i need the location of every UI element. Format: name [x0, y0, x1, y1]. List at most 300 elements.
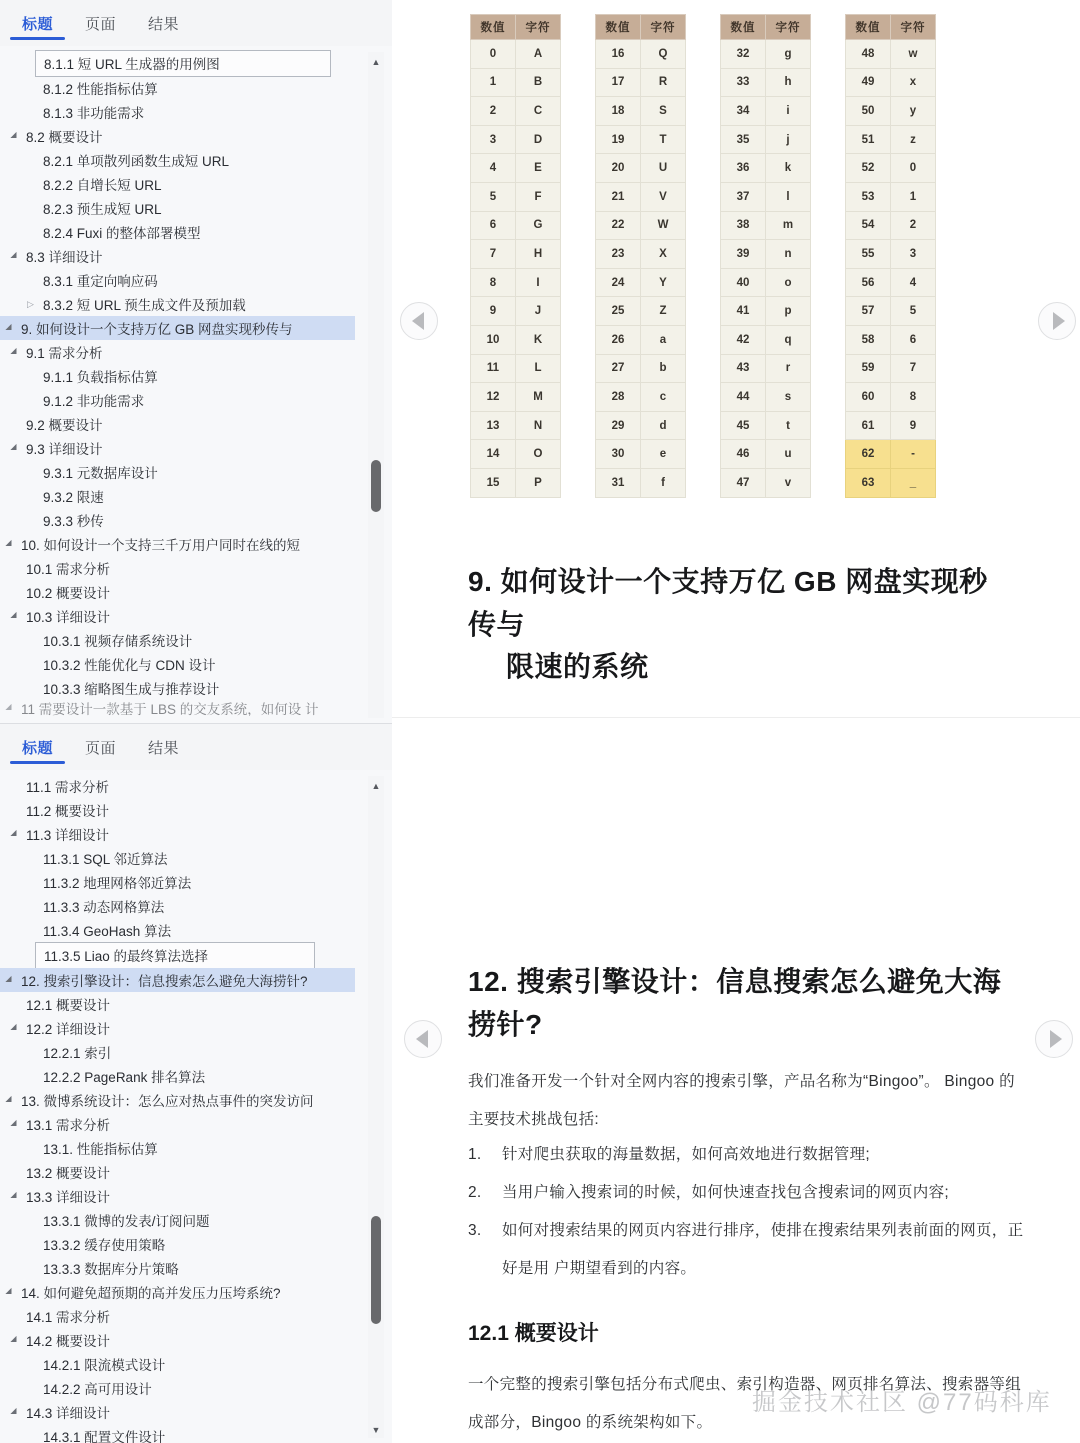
table-cell: 23	[596, 240, 641, 269]
toc-item-label: 11.3.2 地理网格邻近算法	[43, 876, 192, 891]
toc-item-label: 8.3.1 重定向响应码	[43, 274, 158, 289]
toc-panel-bottom	[0, 723, 392, 1443]
toc-item[interactable]	[0, 798, 392, 822]
table-row	[846, 240, 936, 269]
paragraph-bingoo: 我们准备开发一个针对全网内容的搜索引擎，产品名称为“Bingoo”。 Bingoo 的主要技术挑战包括:	[468, 1073, 1015, 1128]
table-cell: 1	[891, 182, 936, 211]
table-header-cell: 字符	[641, 15, 686, 40]
toc-item-label: 14.2.1 限流模式设计	[43, 1358, 166, 1373]
table-header-cell: 数值	[721, 15, 766, 40]
toc-item[interactable]	[0, 942, 392, 968]
twisty-open-icon[interactable]	[7, 1336, 20, 1344]
table-cell: T	[641, 125, 686, 154]
table-header-cell: 字符	[516, 15, 561, 40]
table-row	[721, 40, 811, 69]
table-cell: M	[516, 383, 561, 412]
toc-item-label: 11.3.5 Liao 的最终算法选择	[35, 942, 315, 969]
table-row	[721, 468, 811, 497]
table-cell: 9	[891, 411, 936, 440]
table-cell: 14	[471, 440, 516, 469]
table-row	[846, 440, 936, 469]
tab-pages-bottom[interactable]	[69, 724, 132, 770]
toc-item[interactable]	[0, 76, 392, 100]
table-cell: 38	[721, 211, 766, 240]
toc-item-label: 8.2.4 Fuxi 的整体部署模型	[43, 226, 201, 241]
twisty-open-icon[interactable]	[2, 704, 15, 712]
table-row	[721, 411, 811, 440]
table-cell: Z	[641, 297, 686, 326]
list-item-number: 1.	[468, 1146, 482, 1163]
twisty-open-icon[interactable]	[2, 1096, 15, 1104]
table-cell: 3	[891, 240, 936, 269]
table-cell: b	[641, 354, 686, 383]
table-cell: 59	[846, 354, 891, 383]
scroll-up-arrow-icon[interactable]: ▲	[371, 57, 381, 67]
toc-panel-top	[0, 0, 392, 723]
toc-item-label: 14.2 概要设计	[26, 1334, 111, 1349]
table-cell: 7	[471, 240, 516, 269]
toc-item[interactable]	[0, 460, 392, 484]
table-cell: J	[516, 297, 561, 326]
base64-table	[720, 14, 811, 498]
toc-item-label: 13. 微博系统设计：怎么应对热点事件的突发访问	[21, 1094, 314, 1109]
toc-item[interactable]	[0, 774, 392, 798]
twisty-open-icon[interactable]	[2, 1288, 15, 1296]
table-row	[846, 154, 936, 183]
toc-item-label: 8.2.2 自增长短 URL	[43, 178, 162, 193]
twisty-open-icon[interactable]	[7, 348, 20, 356]
heading-12-line1: 12. 搜索引擎设计：信息搜索怎么避免大海	[468, 966, 1002, 997]
toc-item[interactable]	[0, 1256, 392, 1280]
table-row	[846, 268, 936, 297]
toc-item[interactable]	[0, 1160, 392, 1184]
toc-item[interactable]	[0, 1064, 392, 1088]
table-cell: w	[891, 40, 936, 69]
table-cell: U	[641, 154, 686, 183]
table-row	[846, 182, 936, 211]
table-row	[596, 97, 686, 126]
table-row	[471, 354, 561, 383]
twisty-open-icon[interactable]	[7, 830, 20, 838]
table-cell: X	[641, 240, 686, 269]
table-cell: 56	[846, 268, 891, 297]
table-row	[846, 354, 936, 383]
table-cell: 40	[721, 268, 766, 297]
table-row	[471, 440, 561, 469]
toc-item-label: 8.1.2 性能指标估算	[43, 82, 158, 97]
table-cell: 55	[846, 240, 891, 269]
table-row	[721, 297, 811, 326]
table-cell: d	[641, 411, 686, 440]
table-cell: 45	[721, 411, 766, 440]
toc-item[interactable]	[0, 244, 392, 268]
toc-item[interactable]	[0, 894, 392, 918]
toc-item[interactable]	[0, 316, 355, 340]
table-cell: 57	[846, 297, 891, 326]
scroll-up-arrow-icon[interactable]: ▲	[371, 781, 381, 791]
table-cell: x	[891, 68, 936, 97]
heading-12-1: 12.1 概要设计	[468, 1322, 599, 1345]
toc-item[interactable]	[0, 822, 392, 846]
next-page-button[interactable]	[1038, 302, 1076, 340]
tab-label: 标题	[22, 15, 54, 33]
table-cell: 33	[721, 68, 766, 97]
table-row	[471, 211, 561, 240]
table-cell: y	[891, 97, 936, 126]
toc-item-label: 14. 如何避免超预期的高并发压力压垮系统?	[21, 1286, 281, 1301]
toc-item[interactable]	[0, 412, 392, 436]
toc-item[interactable]	[0, 1328, 392, 1352]
table-cell: 50	[846, 97, 891, 126]
toc-item-label: 11.3.1 SQL 邻近算法	[43, 852, 168, 867]
table-cell: 36	[721, 154, 766, 183]
toc-item-label: 10.1 需求分析	[26, 562, 111, 577]
toc-item[interactable]	[0, 628, 392, 652]
table-cell: n	[766, 240, 811, 269]
table-cell: R	[641, 68, 686, 97]
toc-item[interactable]	[0, 292, 392, 316]
twisty-open-icon[interactable]	[7, 132, 20, 140]
table-row	[596, 211, 686, 240]
table-row	[721, 68, 811, 97]
list-item-text: 针对爬虫获取的海量数据，如何高效地进行数据管理;	[502, 1146, 871, 1163]
scroll-thumb-top[interactable]	[371, 460, 381, 512]
toc-item-label: 9.3.1 元数据库设计	[43, 466, 158, 481]
tabbar-bottom	[0, 724, 392, 770]
prev-page-button-2[interactable]	[404, 1020, 442, 1058]
table-cell: Y	[641, 268, 686, 297]
toc-item[interactable]	[0, 1184, 392, 1208]
toc-item-label: 8.2.3 预生成短 URL	[43, 202, 162, 217]
table-cell: S	[641, 97, 686, 126]
toc-item[interactable]	[0, 1040, 392, 1064]
table-cell: 41	[721, 297, 766, 326]
twisty-open-icon[interactable]	[7, 1120, 20, 1128]
toc-item-label: 8.2 概要设计	[26, 130, 103, 145]
table-cell: B	[516, 68, 561, 97]
table-row	[846, 468, 936, 497]
table-cell: 5	[891, 297, 936, 326]
table-cell: 27	[596, 354, 641, 383]
toc-item[interactable]	[0, 388, 392, 412]
toc-item-label: 9.2 概要设计	[26, 418, 103, 433]
toc-item[interactable]	[0, 484, 392, 508]
toc-item[interactable]	[0, 580, 392, 604]
table-row	[596, 40, 686, 69]
twisty-open-icon[interactable]	[7, 444, 20, 452]
scrollbar-top[interactable]	[368, 52, 384, 718]
toc-item-label: 14.3 详细设计	[26, 1406, 111, 1421]
toc-item[interactable]	[0, 992, 392, 1016]
toc-item-label: 11.3.4 GeoHash 算法	[43, 924, 172, 939]
table-row	[846, 211, 936, 240]
toc-item-label: 11.1 需求分析	[26, 780, 110, 795]
table-cell: o	[766, 268, 811, 297]
table-row	[721, 211, 811, 240]
table-row	[471, 411, 561, 440]
table-cell: 52	[846, 154, 891, 183]
table-cell: 31	[596, 468, 641, 497]
table-cell: V	[641, 182, 686, 211]
toc-item-label: 11.3 详细设计	[26, 828, 110, 843]
table-cell: 19	[596, 125, 641, 154]
toc-item-label: 13.1 需求分析	[26, 1118, 111, 1133]
table-cell: 47	[721, 468, 766, 497]
tabbar-top	[0, 0, 392, 46]
table-cell: I	[516, 268, 561, 297]
toc-item[interactable]	[0, 1016, 392, 1040]
table-cell: 0	[471, 40, 516, 69]
table-cell: 18	[596, 97, 641, 126]
table-cell: L	[516, 354, 561, 383]
toc-item[interactable]	[0, 1112, 392, 1136]
chevron-right-icon	[1050, 1030, 1062, 1048]
table-cell: 12	[471, 383, 516, 412]
toc-item-label: 8.1.3 非功能需求	[43, 106, 145, 121]
table-cell: O	[516, 440, 561, 469]
twisty-open-icon[interactable]	[7, 1192, 20, 1200]
document-page-top	[392, 0, 1080, 717]
toc-item[interactable]	[0, 846, 392, 870]
toc-item-label: 13.2 概要设计	[26, 1166, 111, 1181]
table-cell: 8	[471, 268, 516, 297]
toc-item[interactable]	[0, 436, 392, 460]
toc-item[interactable]	[0, 196, 392, 220]
toc-item[interactable]	[0, 340, 392, 364]
toc-item[interactable]	[0, 1232, 392, 1256]
table-cell: 24	[596, 268, 641, 297]
toc-item[interactable]	[0, 172, 392, 196]
toc-item-label: 12. 搜索引擎设计：信息搜索怎么避免大海捞针?	[21, 974, 308, 989]
table-cell: K	[516, 325, 561, 354]
table-row	[596, 440, 686, 469]
table-cell: 42	[721, 325, 766, 354]
chevron-right-icon	[1053, 312, 1065, 330]
table-cell: 13	[471, 411, 516, 440]
toc-item[interactable]	[0, 220, 392, 244]
twisty-open-icon[interactable]	[2, 324, 15, 332]
table-cell: 35	[721, 125, 766, 154]
table-cell: 54	[846, 211, 891, 240]
prev-page-button[interactable]	[400, 302, 438, 340]
toc-item[interactable]	[0, 508, 392, 532]
toc-item[interactable]	[0, 124, 392, 148]
table-row	[596, 182, 686, 211]
toc-body-bottom[interactable]	[0, 770, 392, 1443]
table-header-cell: 数值	[471, 15, 516, 40]
table-cell: G	[516, 211, 561, 240]
toc-item-label: 9.3.3 秒传	[43, 514, 104, 529]
twisty-open-icon[interactable]	[7, 252, 20, 260]
scroll-thumb-bottom[interactable]	[371, 1216, 381, 1324]
toc-item[interactable]	[0, 870, 392, 894]
table-row	[846, 68, 936, 97]
list-item	[468, 1136, 1038, 1174]
chevron-left-icon	[416, 1030, 428, 1048]
twisty-closed-icon[interactable]	[24, 300, 37, 309]
table-cell: 4	[471, 154, 516, 183]
tab-headings-bottom[interactable]	[6, 724, 69, 770]
table-cell: 15	[471, 468, 516, 497]
toc-item[interactable]	[0, 1424, 392, 1443]
tab-results-top[interactable]	[132, 0, 195, 46]
table-cell: 48	[846, 40, 891, 69]
twisty-open-icon[interactable]	[2, 976, 15, 984]
table-cell: D	[516, 125, 561, 154]
table-row	[721, 440, 811, 469]
table-row	[721, 125, 811, 154]
tab-label: 结果	[148, 15, 180, 33]
tab-headings-top[interactable]	[6, 0, 69, 46]
table-cell: 61	[846, 411, 891, 440]
table-row	[846, 40, 936, 69]
list-item	[468, 1212, 1038, 1288]
table-row	[721, 240, 811, 269]
base64-table-group	[470, 14, 936, 498]
twisty-open-icon[interactable]	[7, 1024, 20, 1032]
list-item-number: 3.	[468, 1221, 482, 1239]
toc-item-label: 8.2.1 单项散列函数生成短 URL	[43, 154, 230, 169]
toc-item[interactable]	[0, 1400, 392, 1424]
toc-item-label: 10.3.2 性能优化与 CDN 设计	[43, 658, 216, 673]
toc-item[interactable]	[0, 676, 392, 700]
toc-item[interactable]	[0, 100, 392, 124]
table-header-cell: 数值	[596, 15, 641, 40]
table-cell: k	[766, 154, 811, 183]
table-cell: 1	[471, 68, 516, 97]
table-row	[471, 297, 561, 326]
table-cell: c	[641, 383, 686, 412]
table-cell: f	[641, 468, 686, 497]
table-row	[596, 154, 686, 183]
table-cell: 2	[471, 97, 516, 126]
table-cell: e	[641, 440, 686, 469]
table-cell: E	[516, 154, 561, 183]
toc-item[interactable]	[0, 556, 392, 580]
toc-item[interactable]	[0, 652, 392, 676]
table-cell: 25	[596, 297, 641, 326]
tab-pages-top[interactable]	[69, 0, 132, 46]
toc-item-label: 8.3 详细设计	[26, 250, 103, 265]
table-cell: g	[766, 40, 811, 69]
table-row	[471, 383, 561, 412]
toc-body-top[interactable]	[0, 46, 392, 723]
toc-item[interactable]	[0, 148, 392, 172]
table-row	[471, 154, 561, 183]
toc-item-label: 14.2.2 高可用设计	[43, 1382, 152, 1397]
table-header-cell: 数值	[846, 15, 891, 40]
table-cell: 17	[596, 68, 641, 97]
toc-item-label: 10.3.3 缩略图生成与推荐设计	[43, 682, 220, 697]
toc-item-label: 13.3.1 微博的发表/订阅问题	[43, 1214, 210, 1229]
table-row	[471, 40, 561, 69]
toc-item[interactable]	[0, 364, 392, 388]
table-header-cell: 字符	[891, 15, 936, 40]
table-cell: 62	[846, 440, 891, 469]
toc-item-label: 12.2 详细设计	[26, 1022, 111, 1037]
table-row	[596, 383, 686, 412]
table-cell: 7	[891, 354, 936, 383]
table-cell: 22	[596, 211, 641, 240]
table-row	[596, 297, 686, 326]
table-header-cell: 字符	[766, 15, 811, 40]
heading-9-line3: 限速的系统	[506, 651, 649, 683]
table-cell: -	[891, 440, 936, 469]
twisty-open-icon[interactable]	[2, 540, 15, 548]
table-cell: 4	[891, 268, 936, 297]
challenge-list	[468, 1136, 1038, 1288]
table-cell: A	[516, 40, 561, 69]
table-cell: 30	[596, 440, 641, 469]
table-row	[471, 97, 561, 126]
scrollbar-bottom[interactable]	[368, 776, 384, 1438]
list-item-number: 2.	[468, 1183, 482, 1201]
toc-item-label: 12.2.2 PageRank 排名算法	[43, 1070, 206, 1085]
table-cell: h	[766, 68, 811, 97]
toc-item[interactable]	[0, 1136, 392, 1160]
table-cell: r	[766, 354, 811, 383]
table-row	[596, 354, 686, 383]
toc-item-label: 9.1.1 负载指标估算	[43, 370, 158, 385]
watermark: 掘金技术社区 @77码科库	[752, 1389, 1052, 1416]
toc-item[interactable]	[0, 1352, 392, 1376]
table-row	[721, 154, 811, 183]
table-cell: 20	[596, 154, 641, 183]
table-cell: 5	[471, 182, 516, 211]
toc-item[interactable]	[0, 1280, 392, 1304]
tab-label: 标题	[22, 739, 54, 757]
table-cell: j	[766, 125, 811, 154]
toc-item-label: 13.3.3 数据库分片策略	[43, 1262, 179, 1277]
scroll-down-arrow-icon[interactable]: ▼	[371, 1425, 381, 1435]
toc-item[interactable]	[0, 918, 392, 942]
toc-item[interactable]	[0, 700, 392, 716]
toc-item[interactable]	[0, 604, 392, 628]
table-row	[471, 268, 561, 297]
table-row	[471, 125, 561, 154]
table-cell: 9	[471, 297, 516, 326]
toc-item-label: 11.2 概要设计	[26, 804, 110, 819]
toc-item-label: 8.1.1 短 URL 生成器的用例图	[35, 50, 331, 77]
twisty-open-icon[interactable]	[7, 612, 20, 620]
toc-item[interactable]	[0, 1304, 392, 1328]
toc-item[interactable]	[0, 1208, 392, 1232]
base64-table	[845, 14, 936, 498]
toc-item[interactable]	[0, 968, 355, 992]
toc-item[interactable]	[0, 50, 392, 76]
table-row	[596, 411, 686, 440]
table-row	[596, 240, 686, 269]
toc-item[interactable]	[0, 268, 392, 292]
table-cell: 32	[721, 40, 766, 69]
heading-9-line2: 传与	[468, 608, 526, 640]
toc-item[interactable]	[0, 1376, 392, 1400]
table-cell: v	[766, 468, 811, 497]
tab-results-bottom[interactable]	[132, 724, 195, 770]
table-cell: 60	[846, 383, 891, 412]
table-cell: u	[766, 440, 811, 469]
toc-item[interactable]	[0, 532, 392, 556]
table-cell: 44	[721, 383, 766, 412]
toc-list-top	[0, 50, 392, 716]
table-cell: 6	[471, 211, 516, 240]
table-cell: F	[516, 182, 561, 211]
twisty-open-icon[interactable]	[7, 1408, 20, 1416]
table-cell: m	[766, 211, 811, 240]
table-row	[846, 125, 936, 154]
toc-item[interactable]	[0, 1088, 392, 1112]
table-cell: 16	[596, 40, 641, 69]
